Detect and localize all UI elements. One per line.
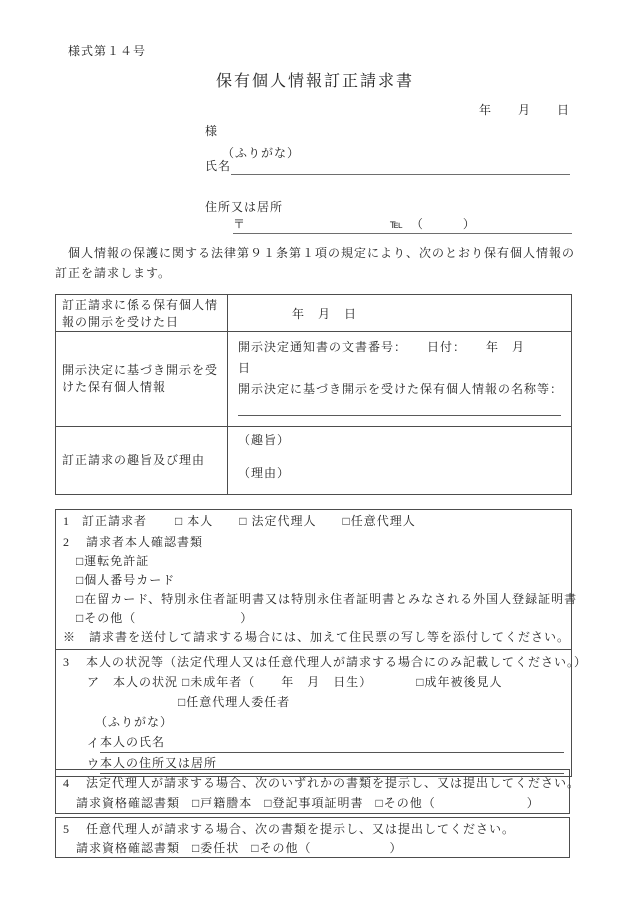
principal-address-kana-marker: ウ [87, 757, 101, 771]
section-2-heading [63, 533, 564, 552]
purport-label: （趣旨） [238, 433, 291, 447]
checkbox-voluntary-representative[interactable]: □任意代理人 [342, 513, 416, 528]
checkbox-mynumber-card[interactable]: □個人番号カード [76, 573, 176, 587]
checkbox-other-legal-doc[interactable]: □その他（ ） [375, 796, 540, 810]
checkbox-family-register[interactable]: □戸籍謄本 [192, 796, 253, 810]
postal-mark: 〒 [233, 217, 247, 231]
disclosed-info-value-cell[interactable] [228, 332, 572, 426]
tel-group: ℡ （ ） [390, 217, 476, 231]
checkbox-drivers-license[interactable]: □運転免許証 [76, 554, 150, 568]
section-5-options-row [63, 839, 562, 858]
name-fill-line[interactable] [231, 173, 570, 175]
purport-reason-label-cell: 訂正請求の趣旨及び理由 [56, 427, 228, 494]
doc-day-line: 日 [238, 361, 252, 375]
name-label: 氏名 [205, 159, 232, 173]
disclosure-date-label-cell: 訂正請求に係る保有個人情報の開示を受けた日 [56, 295, 228, 333]
table-row [56, 331, 571, 426]
furigana-label-principal: （ふりがな） [95, 715, 174, 729]
section-5-heading [63, 820, 562, 839]
mailing-note: ※ 請求書を送付して請求する場合には、加えて住民票の写し等を添付してください。 [63, 630, 571, 644]
checkbox-registration-certificate[interactable]: □登記事項証明書 [264, 796, 364, 810]
disclosed-info-label-cell: 開示決定に基づき開示を受けた保有個人情報 [56, 332, 228, 426]
info-name-fill-line[interactable] [238, 415, 561, 416]
section-5-title: 任意代理人が請求する場合、次の書類を提示し、又は提出してください。 [86, 822, 516, 836]
principal-name-row [63, 732, 564, 753]
section-4-options-row [63, 793, 562, 813]
principal-status-row [63, 672, 564, 692]
address-label: 住所又は居所 [205, 200, 284, 214]
principal-status-label: ア 本人の状況 [87, 675, 179, 689]
section-4-legal-rep-documents [55, 769, 581, 814]
section-3-principal-status [56, 649, 588, 776]
section-4-number: 4 [63, 776, 70, 790]
disclosure-date-placeholder: 年 月 日 [292, 307, 358, 321]
section-1-title: 訂正請求者 [82, 513, 148, 528]
checkbox-voluntary-delegator[interactable]: □任意代理人委任者 [178, 695, 291, 709]
disclosure-info-table [55, 294, 572, 495]
checkbox-principal[interactable]: □ 本人 [175, 513, 214, 528]
principal-name-label: 本人の氏名 [100, 732, 165, 753]
section-3-title: 本人の状況等（法定代理人又は任意代理人が請求する場合にのみ記載してください。） [86, 655, 588, 669]
postal-tel-row[interactable] [233, 214, 572, 234]
doc-number-line: 開示決定通知書の文書番号： 日付： 年 月 [238, 340, 526, 354]
section-4-docs-label: 請求資格確認書類 [76, 796, 181, 810]
section-1-number: 1 [63, 513, 70, 528]
section-5-number: 5 [63, 822, 70, 836]
info-name-line: 開示決定に基づき開示を受けた保有個人情報の名称等： [238, 382, 564, 396]
checkbox-legal-representative[interactable]: □ 法定代理人 [239, 513, 317, 528]
addressee-sama: 様 [205, 124, 219, 138]
page-title: 保有個人情報訂正請求書 [215, 73, 414, 90]
table-row [56, 426, 571, 494]
section-4-heading [63, 773, 581, 793]
section-3-number: 3 [63, 655, 70, 669]
checkbox-adult-ward[interactable]: □成年被後見人 [416, 675, 503, 689]
purport-reason-value-cell[interactable] [228, 427, 571, 494]
form-number: 様式第１４号 [68, 44, 147, 58]
intro-line-2: 訂正を請求します。 [55, 266, 172, 280]
intro-line-1: 個人情報の保護に関する法律第９１条第１項の規定により、次のとおり保有個人情報の [55, 246, 576, 260]
section-5-voluntary-rep-documents [55, 817, 570, 858]
checkbox-residence-card[interactable]: □在留カード、特別永住者証明書又は特別永住者証明書とみなされる外国人登録証明書 [76, 592, 578, 606]
table-row [56, 295, 571, 331]
section-5-docs-label: 請求資格確認書類 [76, 841, 181, 855]
principal-name-kana-marker: イ [87, 736, 101, 750]
section-2-title: 請求者本人確認書類 [86, 535, 204, 549]
section-2-identity-documents [56, 531, 578, 649]
principal-name-fill-line[interactable] [165, 751, 564, 753]
name-field-row [205, 156, 570, 175]
intro-paragraph [55, 243, 575, 283]
disclosure-date-value-cell[interactable] [228, 295, 571, 333]
checkbox-power-of-attorney[interactable]: □委任状 [192, 841, 240, 855]
furigana-label: （ふりがな） [222, 146, 301, 160]
section-2-number: 2 [63, 535, 70, 549]
section-4-title: 法定代理人が請求する場合、次のいずれかの書類を提示し、又は提出してください。 [86, 776, 581, 790]
date-line: 年 月 日 [478, 103, 570, 117]
checkbox-other-voluntary-doc[interactable]: □その他（ ） [251, 841, 403, 855]
section-1-requester [56, 510, 571, 531]
principal-address-label: 本人の住所又は居所 [100, 753, 217, 774]
checkbox-minor[interactable]: □未成年者（ 年 月 日生） [182, 675, 373, 689]
section-3-heading [63, 652, 588, 672]
requester-details-table [55, 509, 588, 777]
checkbox-other-id[interactable]: □その他（ ） [76, 611, 254, 625]
reason-label: （理由） [238, 466, 291, 480]
